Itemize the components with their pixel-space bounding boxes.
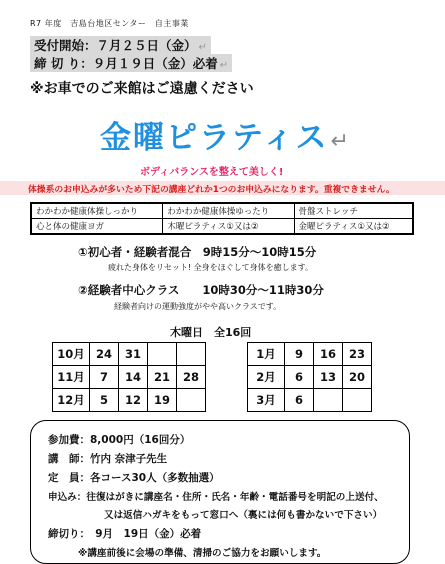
- calendar-left: [52, 342, 206, 412]
- day-cell: 16: [314, 343, 343, 366]
- day-cell: [177, 343, 206, 366]
- table-row: [53, 389, 206, 412]
- day-cell: 9: [285, 343, 314, 366]
- fee-text: 参加費：8,000円（16回分）: [48, 434, 191, 446]
- day-cell: 31: [119, 343, 148, 366]
- header-text: R7 年度 吉島台地区センター 自主事業: [30, 19, 189, 28]
- class-1-desc: 疲れた身体をリセット! 全身をほぐして身体を癒します。: [108, 263, 314, 272]
- day-cell: 6: [285, 389, 314, 412]
- parking-notice: ※お車でのご来館はご遠慮ください: [30, 81, 254, 97]
- class-1-label: ①初心者・経験者混合 9時15分～10時15分: [78, 245, 317, 259]
- deadline-date-text: 締 切 り：９月１９日（金）必着: [34, 56, 218, 71]
- month-cell: 10月: [53, 343, 90, 366]
- warning-banner: 体操系のお申込みが多いため下記の講座どれか1つのお申込みになります。重複できません。: [0, 181, 445, 195]
- page-title-text: 金曜ピラティス: [100, 120, 329, 156]
- day-cell: 7: [90, 366, 119, 389]
- month-cell: 11月: [53, 366, 90, 389]
- class-2-desc: 経験者向けの運動強度がやや高いクラスです。: [114, 302, 282, 311]
- calendar-right: [247, 342, 372, 412]
- reception-date: [30, 36, 211, 54]
- class-2-label: ②経験者中心クラス 10時30分～11時30分: [78, 283, 324, 297]
- month-cell: 1月: [248, 343, 285, 366]
- day-cell: [177, 389, 206, 412]
- day-cell: 21: [148, 366, 177, 389]
- table-row: [31, 219, 413, 235]
- apply-text-2: 又は返信ハガキをもって窓口へ（裏には何も書かないで下さい）: [104, 510, 383, 521]
- course-table: [30, 202, 414, 235]
- capacity-text: 定 員：各コース30人（多数抽選）: [48, 472, 220, 484]
- table-row: [53, 366, 206, 389]
- table-cell: 骨盤ストレッチ: [294, 203, 413, 219]
- reception-date-text: 受付開始：７月２５日（金）: [34, 38, 197, 53]
- subtitle: ボディバランスを整えて美しく!: [140, 167, 284, 178]
- table-cell: 金曜ピラティス①又は②: [294, 219, 413, 235]
- month-cell: 3月: [248, 389, 285, 412]
- day-cell: 12: [119, 389, 148, 412]
- day-cell: [343, 389, 372, 412]
- deadline-text: 締切り： 9月 19日（金）必着: [48, 528, 202, 540]
- table-row: [248, 389, 372, 412]
- day-cell: 13: [314, 366, 343, 389]
- deadline-date: [30, 54, 232, 72]
- table-row: [31, 203, 413, 219]
- return-mark-icon: ↵: [219, 60, 229, 71]
- day-cell: 14: [119, 366, 148, 389]
- month-cell: 2月: [248, 366, 285, 389]
- table-row: [248, 343, 372, 366]
- apply-text-1: 申込み：往復はがきに講座名・住所・氏名・年齢・電話番号を明記の上送付、: [48, 492, 384, 503]
- month-cell: 12月: [53, 389, 90, 412]
- day-cell: 6: [285, 366, 314, 389]
- table-cell: わかわか健康体操しっかり: [31, 203, 163, 219]
- day-cell: 28: [177, 366, 206, 389]
- day-cell: [314, 389, 343, 412]
- calendar-title: 木曜日 全16回: [170, 326, 252, 339]
- instructor-text: 講 師：竹内 奈津子先生: [48, 453, 168, 465]
- return-mark-icon: ↵: [330, 129, 351, 154]
- return-mark-icon: ↵: [198, 42, 207, 53]
- table-cell: 木曜ピラティス①又は②: [163, 219, 294, 235]
- day-cell: 20: [343, 366, 372, 389]
- table-cell: わかわか健康体操ゆったり: [163, 203, 294, 219]
- day-cell: [148, 343, 177, 366]
- day-cell: 24: [90, 343, 119, 366]
- day-cell: 5: [90, 389, 119, 412]
- day-cell: 23: [343, 343, 372, 366]
- table-cell: 心と体の健康ヨガ: [31, 219, 163, 235]
- table-row: [248, 366, 372, 389]
- day-cell: 19: [148, 389, 177, 412]
- table-row: [53, 343, 206, 366]
- page-title: [100, 112, 351, 157]
- cooperation-note: ※講座前後に会場の準備、清掃のご協力をお願いします。: [78, 548, 327, 559]
